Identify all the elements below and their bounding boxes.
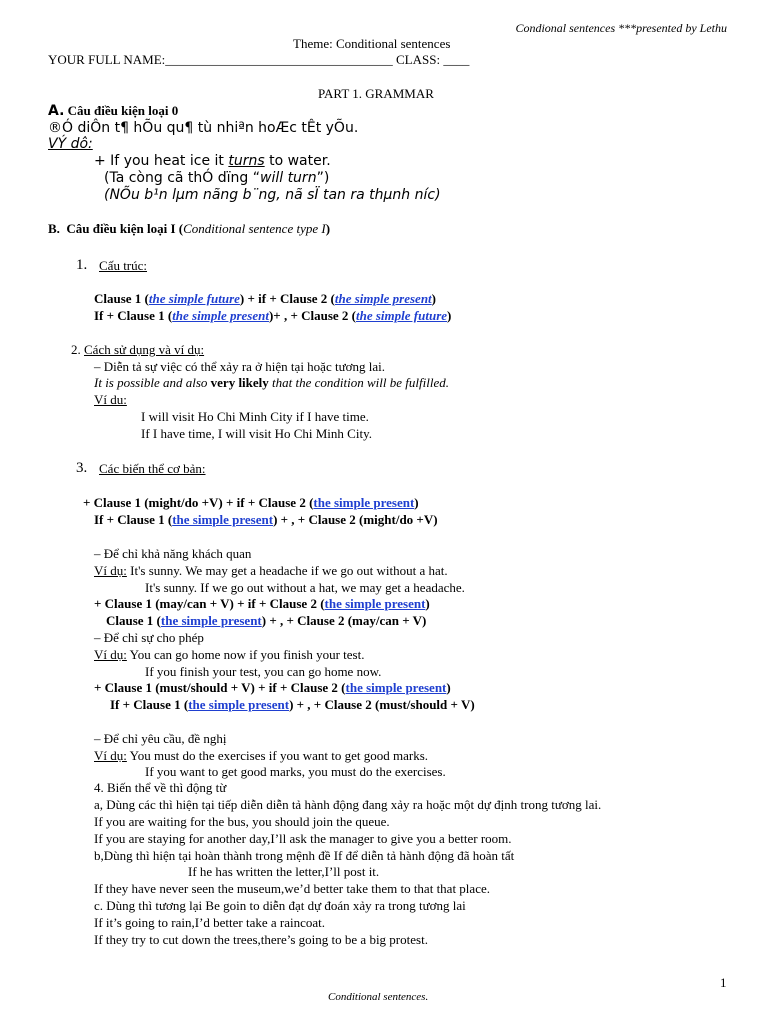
s2-example-2: If I have time, I will visit Ho Chi Minh City. bbox=[141, 426, 372, 441]
v3-example-1 bbox=[94, 748, 428, 764]
section-b-title-italic: Conditional sentence type I bbox=[183, 221, 326, 236]
v2-example-1 bbox=[94, 647, 364, 663]
f2-d: the simple future bbox=[356, 308, 448, 323]
s2-title: Cách sử dụng và ví dụ: bbox=[84, 342, 205, 357]
f1-a: Clause 1 ( bbox=[94, 291, 149, 306]
f1-c: ) + if + Clause 2 ( bbox=[239, 291, 335, 306]
v2a-a: + Clause 1 (may/can + V) + if + Clause 2 ( bbox=[94, 596, 325, 611]
v1-example-2: It's sunny. If we go out without a hat, we may get a headache. bbox=[145, 580, 465, 595]
v3b-a: If + Clause 1 ( bbox=[110, 697, 189, 712]
s4-b-example-1: If he has written the letter,I’ll post it. bbox=[188, 864, 380, 879]
s2-l2a: It is possible and also bbox=[94, 375, 211, 390]
ex-post: to water. bbox=[264, 153, 331, 169]
part-heading: PART 1. GRAMMAR bbox=[318, 86, 434, 101]
s4-b: b,Dùng thì hiện tại hoàn thành trong mệnh đề If để diễn tả hành động đã hoàn tất bbox=[94, 848, 515, 863]
s2-vidu: Ví du: bbox=[94, 392, 127, 407]
v3a-b: the simple present bbox=[345, 680, 447, 695]
section-b-title-end: ) bbox=[325, 221, 331, 236]
s4-c-example-1: If it’s going to rain,I’d better take a raincoat. bbox=[94, 915, 326, 930]
v1b-b: the simple present bbox=[172, 512, 274, 527]
v3a-c: ) bbox=[446, 680, 451, 695]
f2-e: ) bbox=[447, 308, 452, 323]
v1a-a: + Clause 1 (might/do +V) + if + Clause 2 ( bbox=[83, 495, 314, 510]
variant-3a bbox=[94, 680, 451, 696]
v3b-b: the simple present bbox=[188, 697, 290, 712]
v3a-a: + Clause 1 (must/should + V) + if + Clause 2 ( bbox=[94, 680, 346, 695]
v1-description: – Để chỉ khả năng khách quan bbox=[94, 546, 252, 561]
section-b-title: Câu điều kiện loại I ( bbox=[66, 221, 184, 236]
s3-number: 3. bbox=[76, 460, 88, 476]
variant-2a bbox=[94, 596, 430, 612]
s2-example-1: I will visit Ho Chi Minh City if I have time. bbox=[141, 409, 369, 424]
v1-example-1 bbox=[94, 563, 448, 579]
s4-a-example-1: If you are waiting for the bus, you should join the queue. bbox=[94, 814, 390, 829]
v1-vidu: Ví dụ: bbox=[94, 563, 127, 578]
section-a-heading bbox=[48, 103, 178, 119]
section-a-line1: ®Ó diÔn t¶ hÕu qu¶ tù nhiªn hoÆc tÊt yÕu. bbox=[48, 120, 359, 136]
s4-b-example-2: If they have never seen the museum,we’d better take them to that that place. bbox=[94, 881, 490, 896]
s4-a: a, Dùng các thì hiện tại tiếp diễn diễn tả hành động đang xảy ra hoặc một dự định trong tương lai. bbox=[94, 797, 602, 812]
v1-ex1-text: It's sunny. We may get a headache if we go out without a hat. bbox=[126, 563, 448, 578]
v2-description: – Để chỉ sự cho phép bbox=[94, 630, 204, 645]
s3-title: Các biến thể cơ bản: bbox=[99, 461, 206, 476]
v2-vidu: Ví dụ: bbox=[94, 647, 127, 662]
v2a-c: ) bbox=[425, 596, 430, 611]
section-b-letter: B. bbox=[48, 221, 60, 236]
running-header: Condional sentences ***presented by Lethu bbox=[515, 21, 727, 35]
v1a-b: the simple present bbox=[313, 495, 415, 510]
s1-number: 1. bbox=[76, 257, 88, 273]
s2-l2c: that the condition will be fulfilled. bbox=[268, 375, 449, 390]
section-a-note bbox=[104, 170, 329, 186]
section-a-letter: A. bbox=[48, 103, 65, 119]
f2-b: the simple present bbox=[172, 308, 269, 323]
formula-1 bbox=[94, 291, 436, 307]
theme-title: Theme: Conditional sentences bbox=[293, 36, 451, 51]
s2-line2 bbox=[94, 375, 449, 391]
v3-description: – Để chỉ yêu cầu, đề nghị bbox=[94, 731, 227, 746]
f1-b: the simple future bbox=[148, 291, 240, 306]
note-verb: will turn bbox=[260, 170, 317, 186]
formula-2 bbox=[94, 308, 451, 324]
section-a-translation: (NÕu b¹n lµm nãng b¨ng, nã sÏ tan ra thµnh níc) bbox=[104, 187, 441, 203]
f2-c: )+ , + Clause 2 ( bbox=[268, 308, 357, 323]
s4-title: 4. Biến thể về thì động từ bbox=[94, 780, 227, 795]
section-a-title: Câu điều kiện loại 0 bbox=[67, 103, 179, 118]
s2-l2b: very likely bbox=[210, 375, 269, 390]
variant-1b bbox=[94, 512, 438, 528]
s4-c: c. Dùng thì tương lại Be goin to diễn đạt dự đoán xảy ra trong tương lai bbox=[94, 898, 466, 913]
ex-verb: turns bbox=[228, 153, 265, 169]
v3-ex1-text: You must do the exercises if you want to get good marks. bbox=[126, 748, 429, 763]
v3-vidu: Ví dụ: bbox=[94, 748, 127, 763]
v2-ex1-text: You can go home now if you finish your test. bbox=[126, 647, 365, 662]
footer-text: Conditional sentences. bbox=[328, 991, 429, 1003]
f1-d: the simple present bbox=[334, 291, 432, 306]
variant-1a bbox=[83, 495, 419, 511]
f1-e: ) bbox=[431, 291, 437, 306]
variant-2b bbox=[106, 613, 426, 629]
s1-title: Cấu trúc: bbox=[99, 258, 148, 273]
note-post: ”) bbox=[316, 170, 330, 186]
v2b-b: the simple present bbox=[160, 613, 262, 628]
variant-3b bbox=[110, 697, 475, 713]
v2a-b: the simple present bbox=[324, 596, 426, 611]
f2-a: If + Clause 1 ( bbox=[94, 308, 173, 323]
section-a-example bbox=[94, 153, 331, 169]
v3b-c: ) + , + Clause 2 (must/should + V) bbox=[289, 697, 475, 712]
v1b-a: If + Clause 1 ( bbox=[94, 512, 173, 527]
name-class-line: YOUR FULL NAME:___________________________________ CLASS: ____ bbox=[48, 52, 470, 67]
s2-number: 2. bbox=[71, 342, 84, 357]
section-a-vidu: VÝ dô: bbox=[48, 136, 93, 152]
note-pre: (Ta còng cã thÓ dïng “ bbox=[104, 170, 260, 186]
page-number: 1 bbox=[720, 975, 727, 990]
section-b-heading bbox=[48, 221, 330, 237]
v1a-c: ) bbox=[414, 495, 419, 510]
ex-pre: + If you heat ice it bbox=[94, 153, 229, 169]
v2b-a: Clause 1 ( bbox=[106, 613, 161, 628]
v1b-c: ) + , + Clause 2 (might/do +V) bbox=[273, 512, 438, 527]
s2-line1: – Diễn tả sự việc có thể xảy ra ở hiện tại hoặc tương lai. bbox=[94, 359, 385, 374]
v3-example-2: If you want to get good marks, you must do the exercises. bbox=[145, 764, 446, 779]
s2-heading bbox=[71, 342, 204, 358]
s4-c-example-2: If they try to cut down the trees,there’s going to be a big protest. bbox=[94, 932, 428, 947]
v2-example-2: If you finish your test, you can go home now. bbox=[145, 664, 382, 679]
s4-a-example-2: If you are staying for another day,I’ll ask the manager to give you a better room. bbox=[94, 831, 512, 846]
v2b-c: ) + , + Clause 2 (may/can + V) bbox=[261, 613, 427, 628]
